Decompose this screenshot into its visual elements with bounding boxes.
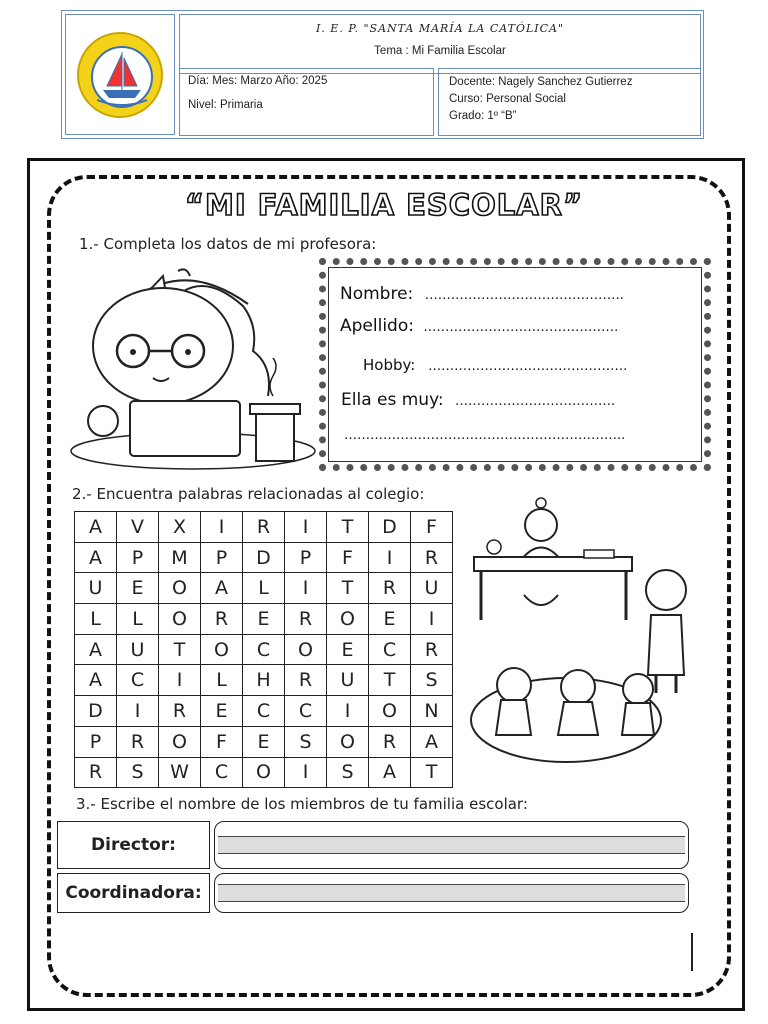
word-search-cell[interactable]: P xyxy=(285,542,327,573)
coordinadora-label: Coordinadora: xyxy=(57,873,210,913)
divider-mark xyxy=(691,933,693,971)
hobby-blank[interactable]: ………………………………………. xyxy=(428,359,628,374)
word-search-cell[interactable]: A xyxy=(75,542,117,573)
word-search-cell[interactable]: F xyxy=(201,726,243,757)
word-search-row xyxy=(75,512,453,543)
word-search-cell[interactable]: U xyxy=(75,573,117,604)
word-search-cell[interactable]: P xyxy=(201,542,243,573)
word-search-cell[interactable]: L xyxy=(201,665,243,696)
word-search-cell[interactable]: I xyxy=(159,665,201,696)
word-search-cell[interactable]: C xyxy=(285,696,327,727)
word-search-cell[interactable]: O xyxy=(327,604,369,635)
word-search-cell[interactable]: D xyxy=(369,512,411,543)
word-search-cell[interactable]: C xyxy=(201,757,243,788)
word-search-cell[interactable]: R xyxy=(285,665,327,696)
word-search-cell[interactable]: I xyxy=(201,512,243,543)
word-search-cell[interactable]: N xyxy=(411,696,453,727)
word-search-cell[interactable]: T xyxy=(327,512,369,543)
word-search-cell[interactable]: T xyxy=(369,665,411,696)
coordinadora-input[interactable] xyxy=(214,873,689,913)
director-label: Director: xyxy=(57,821,210,869)
word-search-cell[interactable]: A xyxy=(75,512,117,543)
word-search-cell[interactable]: D xyxy=(243,542,285,573)
school-logo-icon xyxy=(77,32,163,118)
course-line: Curso: Personal Social xyxy=(449,93,566,105)
word-search-cell[interactable]: S xyxy=(285,726,327,757)
word-search-cell[interactable]: I xyxy=(117,696,159,727)
word-search-cell[interactable]: I xyxy=(285,512,327,543)
title-cell xyxy=(179,14,701,74)
date-line: Día: Mes: Marzo Año: 2025 xyxy=(188,75,328,87)
date-level-cell xyxy=(179,68,434,136)
logo-cell xyxy=(65,14,175,135)
ella-row xyxy=(341,390,615,410)
word-search-cell[interactable]: R xyxy=(117,726,159,757)
director-input-line xyxy=(218,836,685,854)
hobby-row xyxy=(363,356,627,374)
word-search-cell[interactable]: S xyxy=(117,757,159,788)
document-header xyxy=(61,10,704,139)
nombre-label: Nombre: xyxy=(340,284,414,304)
word-search-grid xyxy=(74,511,453,788)
word-search-row xyxy=(75,604,453,635)
school-name: I. E. P. "SANTA MARÍA LA CATÓLICA" xyxy=(315,22,565,35)
word-search-row xyxy=(75,573,453,604)
nombre-blank[interactable]: ………………………………………. xyxy=(424,288,624,303)
ella-label: Ella es muy: xyxy=(341,390,444,410)
word-search-cell[interactable]: A xyxy=(411,726,453,757)
word-search-cell[interactable]: I xyxy=(369,542,411,573)
word-search-cell[interactable]: S xyxy=(411,665,453,696)
word-search-cell[interactable]: O xyxy=(243,757,285,788)
coordinadora-input-line xyxy=(218,884,685,902)
word-search-cell[interactable]: I xyxy=(411,604,453,635)
word-search-cell[interactable]: O xyxy=(285,634,327,665)
word-search-cell[interactable]: I xyxy=(285,573,327,604)
word-search-cell[interactable]: U xyxy=(411,573,453,604)
word-search-cell[interactable]: U xyxy=(327,665,369,696)
word-search-cell[interactable]: E xyxy=(243,726,285,757)
word-search-row xyxy=(75,726,453,757)
word-search-cell[interactable]: I xyxy=(327,696,369,727)
grade-line: Grado: 1º “B” xyxy=(449,110,517,122)
word-search-cell[interactable]: I xyxy=(285,757,327,788)
word-search-cell[interactable]: M xyxy=(159,542,201,573)
word-search-cell[interactable]: W xyxy=(159,757,201,788)
word-search-row xyxy=(75,634,453,665)
word-search-cell[interactable]: F xyxy=(411,512,453,543)
word-search-cell[interactable]: V xyxy=(117,512,159,543)
word-search-cell[interactable]: L xyxy=(117,604,159,635)
word-search-cell[interactable]: C xyxy=(243,634,285,665)
extra-blank[interactable]: ……………………………………………………….. xyxy=(344,428,626,443)
word-search-cell[interactable]: R xyxy=(411,542,453,573)
word-search-cell[interactable]: E xyxy=(243,604,285,635)
word-search-cell[interactable]: R xyxy=(369,726,411,757)
word-search-cell[interactable]: O xyxy=(369,696,411,727)
word-search-cell[interactable]: T xyxy=(411,757,453,788)
word-search-cell[interactable]: O xyxy=(159,573,201,604)
teacher-at-laptop-illustration xyxy=(68,266,318,476)
word-search-cell[interactable]: P xyxy=(117,542,159,573)
ella-blank[interactable]: ………………………………. xyxy=(455,394,616,409)
word-search-cell[interactable]: O xyxy=(159,604,201,635)
word-search-cell[interactable]: D xyxy=(75,696,117,727)
level-line: Nivel: Primaria xyxy=(188,99,263,111)
word-search-row xyxy=(75,665,453,696)
word-search-cell[interactable]: R xyxy=(201,604,243,635)
apellido-row xyxy=(340,316,618,336)
word-search-cell[interactable]: H xyxy=(243,665,285,696)
hobby-label: Hobby: xyxy=(363,356,416,374)
word-search-cell[interactable]: R xyxy=(369,573,411,604)
nombre-row xyxy=(340,284,624,304)
director-input[interactable] xyxy=(214,821,689,869)
word-search-cell[interactable]: T xyxy=(327,573,369,604)
word-search-cell[interactable]: E xyxy=(201,696,243,727)
word-search-cell[interactable]: L xyxy=(243,573,285,604)
teacher-line: Docente: Nagely Sanchez Gutierrez xyxy=(449,76,633,88)
word-search-cell[interactable]: S xyxy=(327,757,369,788)
word-search-cell[interactable]: L xyxy=(75,604,117,635)
word-search-cell[interactable]: X xyxy=(159,512,201,543)
word-search-cell[interactable]: R xyxy=(75,757,117,788)
word-search-cell[interactable]: A xyxy=(75,665,117,696)
word-search-cell[interactable]: F xyxy=(327,542,369,573)
word-search-cell[interactable]: U xyxy=(117,634,159,665)
word-search-cell[interactable]: R xyxy=(243,512,285,543)
word-search-row xyxy=(75,696,453,727)
word-search-cell[interactable]: R xyxy=(159,696,201,727)
word-search-cell[interactable]: E xyxy=(369,604,411,635)
word-search-cell[interactable]: O xyxy=(327,726,369,757)
word-search-cell[interactable]: T xyxy=(159,634,201,665)
question-1: 1.- Completa los datos de mi profesora: xyxy=(79,235,377,253)
word-search-cell[interactable]: R xyxy=(285,604,327,635)
teacher-cell xyxy=(438,68,701,136)
word-search-cell[interactable]: P xyxy=(75,726,117,757)
question-3: 3.- Escribe el nombre de los miembros de tu familia escolar: xyxy=(76,795,528,813)
word-search-cell[interactable]: C xyxy=(369,634,411,665)
topic: Tema : Mi Familia Escolar xyxy=(374,45,506,57)
word-search-cell[interactable]: O xyxy=(201,634,243,665)
word-search-cell[interactable]: R xyxy=(411,634,453,665)
question-2: 2.- Encuentra palabras relacionadas al colegio: xyxy=(72,485,425,503)
word-search-cell[interactable]: E xyxy=(117,573,159,604)
apellido-label: Apellido: xyxy=(340,316,414,336)
word-search-row xyxy=(75,757,453,788)
classroom-illustration xyxy=(466,495,716,770)
worksheet-title: “MI FAMILIA ESCOLAR” xyxy=(184,188,584,222)
word-search-cell[interactable]: E xyxy=(327,634,369,665)
apellido-blank[interactable]: ……………………………………… xyxy=(423,320,619,335)
word-search-cell[interactable]: A xyxy=(201,573,243,604)
word-search-cell[interactable]: C xyxy=(243,696,285,727)
word-search-cell[interactable]: C xyxy=(117,665,159,696)
word-search-row xyxy=(75,542,453,573)
word-search-cell[interactable]: A xyxy=(75,634,117,665)
word-search-cell[interactable]: A xyxy=(369,757,411,788)
word-search-cell[interactable]: O xyxy=(159,726,201,757)
